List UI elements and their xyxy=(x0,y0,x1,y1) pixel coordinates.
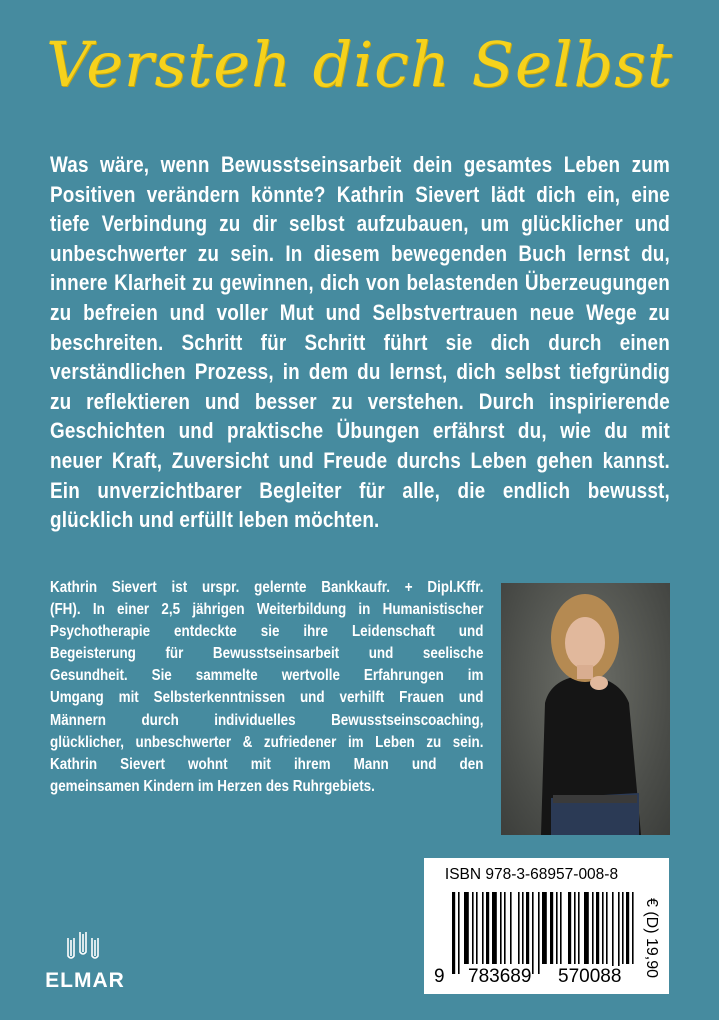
blurb-line: Ein unverzichtbarer Begleiter für alle, die endlich bewusst, xyxy=(50,477,670,503)
blurb-text xyxy=(50,150,670,535)
barcode-bar xyxy=(526,892,529,964)
barcode-bar xyxy=(612,892,614,974)
bio-line: Umgang mit Selbsterkenntnissen und verhilft Frauen und xyxy=(50,689,484,707)
publisher-logo xyxy=(45,930,125,993)
barcode-bar xyxy=(510,892,512,964)
barcode-bar xyxy=(584,892,589,964)
barcode-bar xyxy=(476,892,478,964)
barcode-digit-prefix: 9 xyxy=(434,966,445,987)
bio-line: Männern durch individuelles Bewusstseinscoaching, xyxy=(50,711,484,729)
barcode-bar xyxy=(556,892,558,964)
barcode-digits-right: 570088 xyxy=(558,966,622,987)
book-title: Versteh dich Selbst xyxy=(46,28,673,101)
blurb-line: innere Klarheit zu gewinnen, dich von belastenden Überzeugungen xyxy=(50,270,670,296)
blurb-line: Positiven verändern könnte? Kathrin Sievert lädt dich ein, eine xyxy=(50,181,670,207)
barcode-bar xyxy=(602,892,604,964)
barcode-bar xyxy=(532,892,534,974)
author-bio xyxy=(50,577,483,798)
blurb-line: Geschichten und praktische Übungen erfährst du, wie du mit xyxy=(50,418,670,444)
barcode-bar xyxy=(596,892,599,964)
barcode-bar xyxy=(458,892,460,974)
barcode-bar xyxy=(622,892,624,964)
barcode-bar xyxy=(578,892,580,964)
barcode-bar xyxy=(542,892,547,964)
barcode-bars xyxy=(452,892,638,974)
blurb-line: tiefe Verbindung zu dir selbst aufzubauen, um glücklicher und xyxy=(50,211,670,237)
blurb-line: neuer Kraft, Zuversicht und Freude durchs Leben gehen kannst. xyxy=(50,447,670,473)
barcode-bar xyxy=(632,892,634,964)
blurb-line: Was wäre, wenn Bewusstseinsarbeit dein gesamtes Leben zum xyxy=(50,152,670,177)
blurb-line: unbeschwerter zu sein. In diesem bewegenden Buch lernst du, xyxy=(50,240,670,266)
barcode-bar xyxy=(538,892,540,974)
author-photo xyxy=(501,583,670,835)
barcode-bar xyxy=(606,892,608,964)
barcode-bar xyxy=(472,892,474,964)
barcode-bar xyxy=(568,892,571,964)
barcode-bar xyxy=(618,892,620,974)
blurb-line: glücklich und erfüllt leben möchten. xyxy=(50,507,380,533)
bio-line: Begeisterung für Bewusstseinsarbeit und seelische xyxy=(50,645,484,663)
barcode-bar xyxy=(626,892,629,964)
publisher-name: ELMAR xyxy=(45,969,125,992)
barcode-bar xyxy=(486,892,489,964)
barcode-bar xyxy=(464,892,469,964)
barcode-bar xyxy=(452,892,455,974)
blurb-line: beschreiten. Schritt für Schritt führt sie dich durch einen xyxy=(50,329,670,355)
barcode-bar xyxy=(560,892,562,964)
barcode-bar xyxy=(492,892,497,964)
barcode-digits-left: 783689 xyxy=(468,966,532,987)
bio-line: Kathrin Sievert ist urspr. gelernte Bankkaufr. + Dipl.Kffr. xyxy=(50,579,484,596)
barcode-bar xyxy=(592,892,594,964)
barcode-bar xyxy=(518,892,520,964)
blurb-line: zu reflektieren und besser zu verstehen. Durch inspirierende xyxy=(50,388,670,414)
barcode-bar xyxy=(500,892,502,964)
isbn-label: ISBN 978-3-68957-008-8 xyxy=(444,866,619,883)
barcode-bar xyxy=(482,892,484,964)
blurb-line: verständlichen Prozess, in dem du lernst, dich selbst tiefgründig xyxy=(50,359,670,385)
blurb-line: zu befreien und voller Mut und Selbstvertrauen neue Wege zu xyxy=(50,299,670,325)
bio-line: Gesundheit. Sie sammelte wertvolle Erfahrungen im xyxy=(50,667,484,685)
barcode-bar xyxy=(550,892,553,964)
price-label: € (D) 19,90 xyxy=(643,898,660,979)
books-icon xyxy=(63,930,107,964)
barcode-bar xyxy=(504,892,506,964)
bio-line: Psychotherapie entdeckte sie ihre Leidenschaft und xyxy=(50,623,484,641)
isbn-barcode xyxy=(424,858,669,994)
bio-line: gemeinsamen Kindern im Herzen des Ruhrgebiets. xyxy=(50,777,375,795)
barcode-bar xyxy=(574,892,576,964)
bio-line: Kathrin Sievert wohnt mit ihrem Mann und den xyxy=(50,755,484,773)
bio-line: (FH). In einer 2,5 jährigen Weiterbildung in Humanistischer xyxy=(50,601,484,619)
barcode-bar xyxy=(522,892,524,964)
bio-line: glücklicher, unbeschwerter & zufriedener im Leben zu sein. xyxy=(50,733,484,751)
